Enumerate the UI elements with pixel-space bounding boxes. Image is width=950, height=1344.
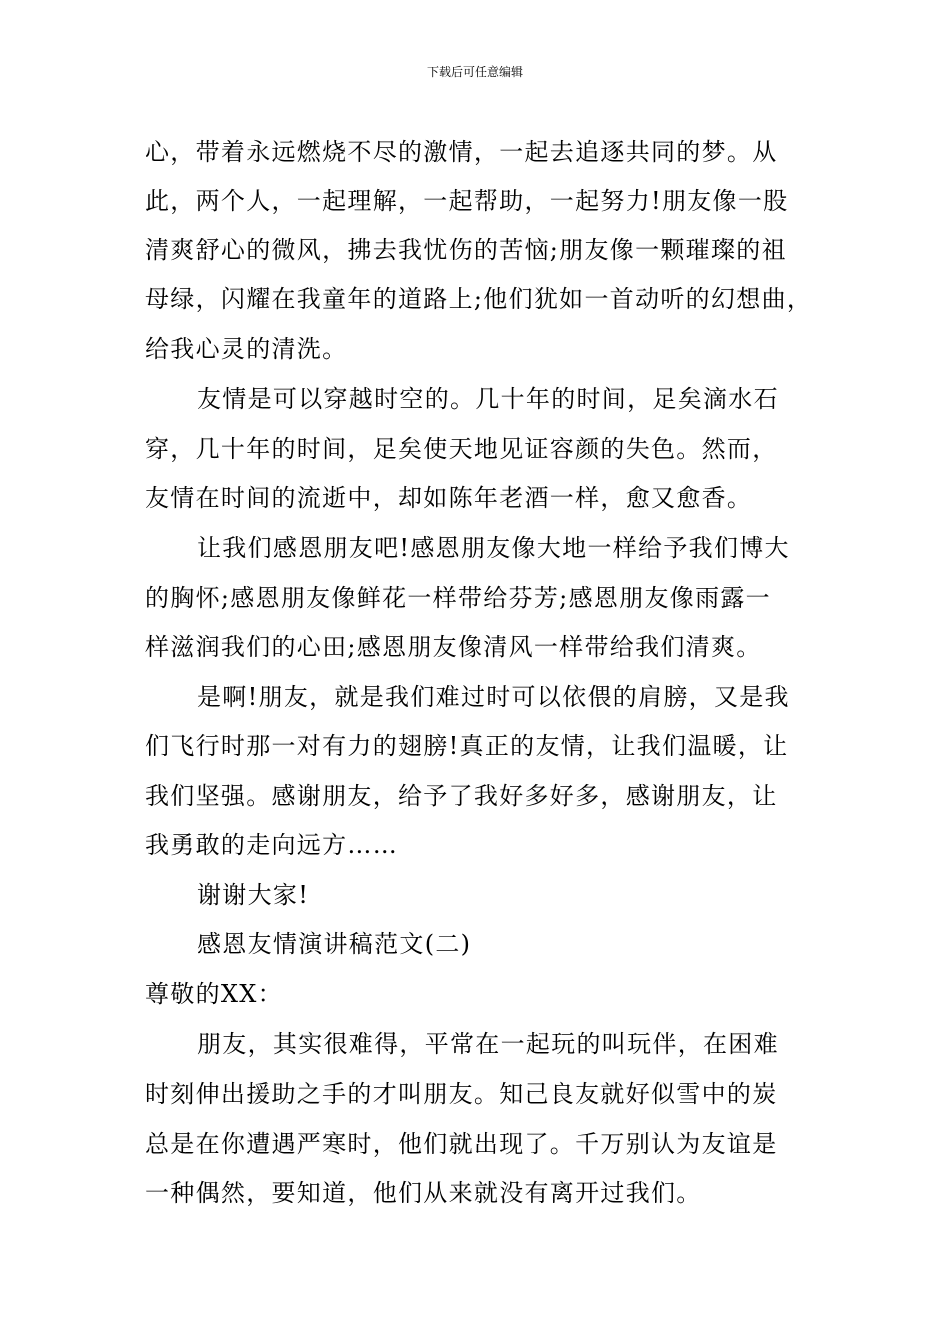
text-line: 友情在时间的流逝中，却如陈年老酒一样，愈又愈香。 bbox=[145, 484, 753, 512]
text-line: 此，两个人，一起理解，一起帮助，一起努力!朋友像一股 bbox=[145, 187, 789, 215]
text-line: 心，带着永远燃烧不尽的激情，一起去追逐共同的梦。从 bbox=[145, 138, 778, 166]
text-line: 穿，几十年的时间，足矣使天地见证容颜的失色。然而， bbox=[145, 435, 778, 463]
text-line: 谢谢大家! bbox=[197, 881, 310, 909]
page-header: 下载后可任意编辑 bbox=[426, 65, 523, 79]
text-line: 总是在你遭遇严寒时，他们就出现了。千万别认为友谊是 bbox=[145, 1130, 778, 1158]
salutation: 尊敬的XX： bbox=[145, 980, 283, 1008]
text-line: 友情是可以穿越时空的。几十年的时间，足矣滴水石 bbox=[197, 385, 779, 413]
section-title: 感恩友情演讲稿范文(二) bbox=[197, 930, 472, 958]
text-line: 的胸怀;感恩朋友像鲜花一样带给芬芳;感恩朋友像雨露一 bbox=[145, 584, 771, 612]
text-line: 我们坚强。感谢朋友，给予了我好多好多，感谢朋友，让 bbox=[145, 782, 778, 810]
text-line: 给我心灵的清洗。 bbox=[145, 335, 348, 363]
text-line: 朋友，其实很难得，平常在一起玩的叫玩伴，在困难 bbox=[197, 1030, 779, 1058]
text-line: 清爽舒心的微风，拂去我忧伤的苦恼;朋友像一颗璀璨的祖 bbox=[145, 236, 787, 264]
text-line: 样滋润我们的心田;感恩朋友像清风一样带给我们清爽。 bbox=[145, 633, 762, 661]
text-line: 我勇敢的走向远方…… bbox=[145, 831, 398, 859]
text-line: 时刻伸出援助之手的才叫朋友。知己良友就好似雪中的炭 bbox=[145, 1080, 778, 1108]
text-line: 们飞行时那一对有力的翅膀!真正的友情，让我们温暖，让 bbox=[145, 732, 789, 760]
text-line: 母绿，闪耀在我童年的道路上;他们犹如一首动听的幻想曲， bbox=[145, 285, 813, 313]
text-line: 让我们感恩朋友吧!感恩朋友像大地一样给予我们博大 bbox=[197, 534, 790, 562]
text-line: 一种偶然，要知道，他们从来就没有离开过我们。 bbox=[145, 1179, 702, 1207]
text-line: 是啊!朋友，就是我们难过时可以依偎的肩膀，又是我 bbox=[197, 683, 790, 711]
